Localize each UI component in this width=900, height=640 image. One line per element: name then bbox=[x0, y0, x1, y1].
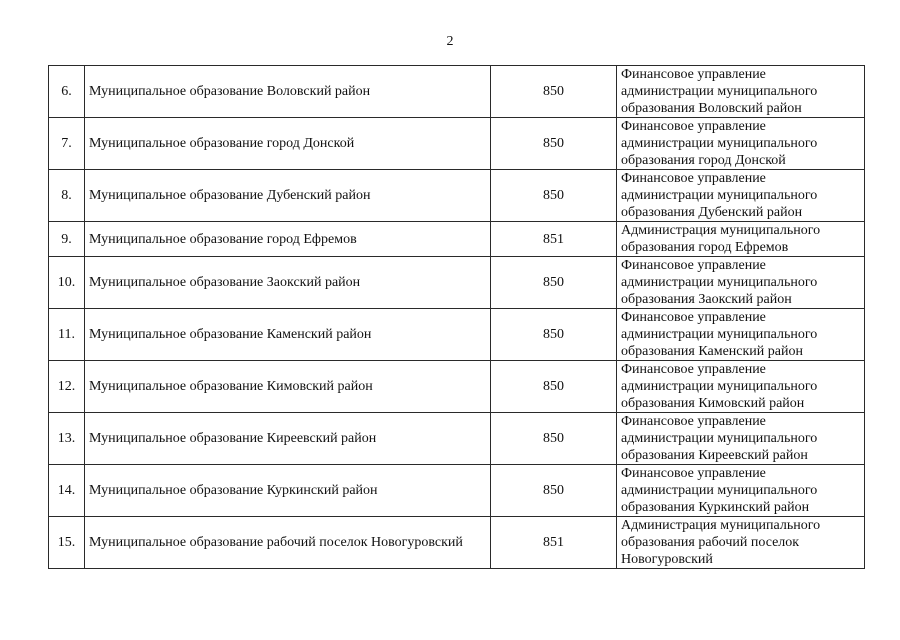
table-row bbox=[49, 66, 865, 118]
table-row bbox=[49, 517, 865, 569]
municipality-name: Муниципальное образование Куркинский район bbox=[85, 465, 491, 517]
municipality-name: Муниципальное образование Заокский район bbox=[85, 257, 491, 309]
table-row bbox=[49, 465, 865, 517]
administrator-name: Финансовое управление администрации муниципального образования Куркинский район bbox=[617, 465, 865, 517]
table-row bbox=[49, 361, 865, 413]
administrator-name: Финансовое управление администрации муниципального образования город Донской bbox=[617, 118, 865, 170]
budget-code: 850 bbox=[491, 118, 617, 170]
administrator-name: Финансовое управление администрации муниципального образования Кимовский район bbox=[617, 361, 865, 413]
row-number: 7. bbox=[49, 118, 85, 170]
municipality-name: Муниципальное образование рабочий поселок Новогуровский bbox=[85, 517, 491, 569]
table-row bbox=[49, 170, 865, 222]
row-number: 13. bbox=[49, 413, 85, 465]
table-row bbox=[49, 309, 865, 361]
administrator-name: Администрация муниципального образования город Ефремов bbox=[617, 222, 865, 257]
table-row bbox=[49, 222, 865, 257]
row-number: 14. bbox=[49, 465, 85, 517]
budget-code: 851 bbox=[491, 222, 617, 257]
budget-code: 850 bbox=[491, 465, 617, 517]
municipality-name: Муниципальное образование Киреевский район bbox=[85, 413, 491, 465]
municipality-name: Муниципальное образование Дубенский район bbox=[85, 170, 491, 222]
administrator-name: Финансовое управление администрации муниципального образования Каменский район bbox=[617, 309, 865, 361]
row-number: 11. bbox=[49, 309, 85, 361]
municipality-name: Муниципальное образование Воловский район bbox=[85, 66, 491, 118]
row-number: 9. bbox=[49, 222, 85, 257]
row-number: 10. bbox=[49, 257, 85, 309]
table-row bbox=[49, 413, 865, 465]
budget-code: 850 bbox=[491, 66, 617, 118]
table-row bbox=[49, 257, 865, 309]
budget-code: 850 bbox=[491, 413, 617, 465]
table-row bbox=[49, 118, 865, 170]
administrator-name: Администрация муниципального образования рабочий поселок Новогуровский bbox=[617, 517, 865, 569]
administrator-name: Финансовое управление администрации муниципального образования Воловский район bbox=[617, 66, 865, 118]
administrator-name: Финансовое управление администрации муниципального образования Дубенский район bbox=[617, 170, 865, 222]
municipality-name: Муниципальное образование город Донской bbox=[85, 118, 491, 170]
row-number: 6. bbox=[49, 66, 85, 118]
budget-code: 850 bbox=[491, 257, 617, 309]
row-number: 15. bbox=[49, 517, 85, 569]
row-number: 12. bbox=[49, 361, 85, 413]
municipality-name: Муниципальное образование город Ефремов bbox=[85, 222, 491, 257]
municipalities-table bbox=[48, 65, 865, 569]
page-number: 2 bbox=[446, 34, 454, 49]
budget-code: 850 bbox=[491, 361, 617, 413]
budget-code: 850 bbox=[491, 170, 617, 222]
budget-code: 851 bbox=[491, 517, 617, 569]
administrator-name: Финансовое управление администрации муниципального образования Киреевский район bbox=[617, 413, 865, 465]
administrator-name: Финансовое управление администрации муниципального образования Заокский район bbox=[617, 257, 865, 309]
row-number: 8. bbox=[49, 170, 85, 222]
municipality-name: Муниципальное образование Каменский район bbox=[85, 309, 491, 361]
budget-code: 850 bbox=[491, 309, 617, 361]
municipality-name: Муниципальное образование Кимовский район bbox=[85, 361, 491, 413]
